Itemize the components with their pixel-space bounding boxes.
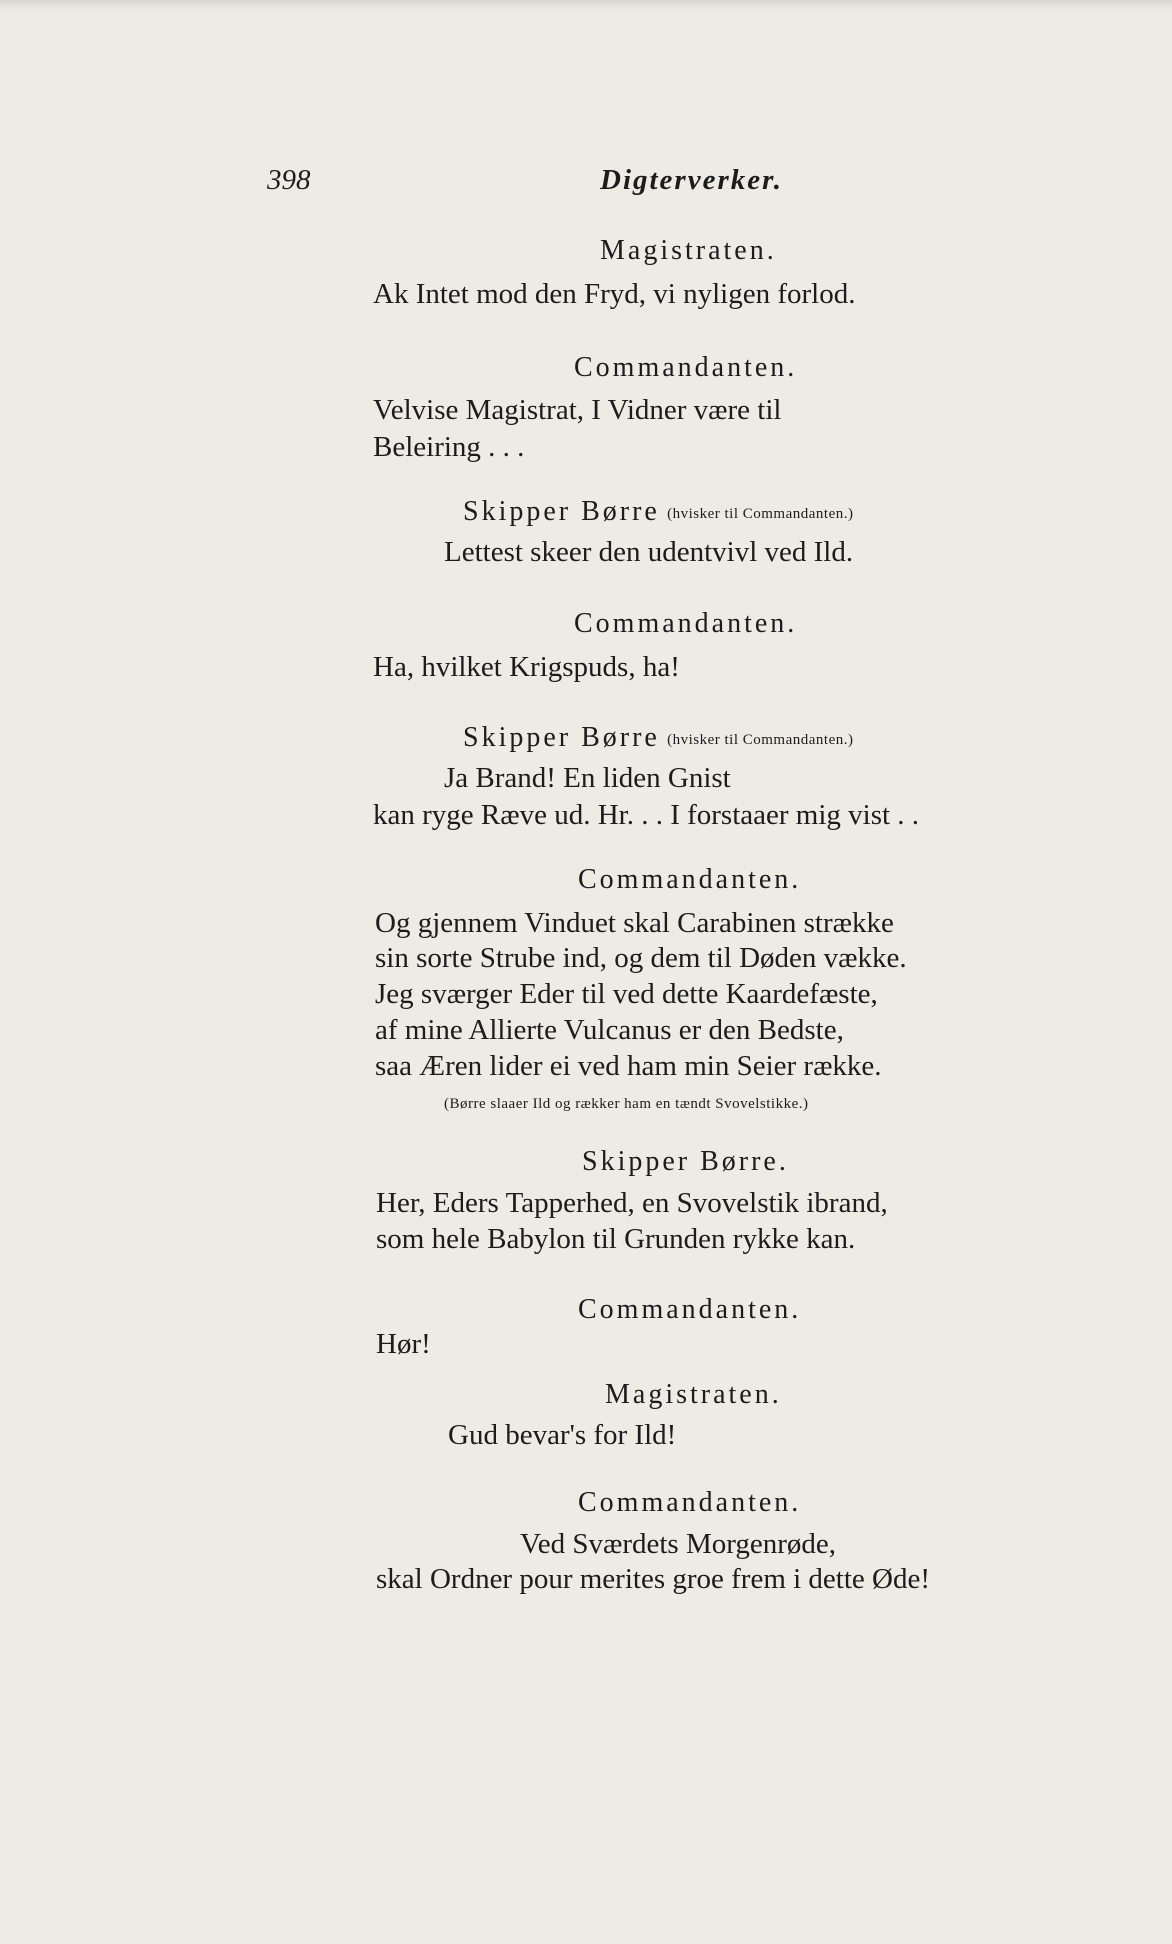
speaker-label: Skipper Børre. (582, 1146, 789, 1177)
verse-line: skal Ordner pour merites groe frem i dette Øde! (376, 1563, 931, 1595)
verse-line: sin sorte Strube ind, og dem til Døden vække. (375, 942, 907, 974)
speaker-label: Magistraten. (605, 1379, 782, 1410)
speaker-heading (463, 720, 854, 757)
verse-line: Og gjennem Vinduet skal Carabinen strække (375, 907, 894, 939)
speaker-label: Skipper Børre (463, 496, 660, 527)
verse-line: Velvise Magistrat, I Vidner være til (373, 394, 782, 426)
speaker-label: Commandanten. (574, 608, 798, 639)
speaker-label: Commandanten. (578, 1294, 802, 1325)
verse-line: som hele Babylon til Grunden rykke kan. (376, 1223, 856, 1255)
verse-line: Gud bevar's for Ild! (448, 1419, 677, 1451)
verse-line: Beleiring . . . (373, 431, 525, 463)
speaker-direction: (hvisker til Commandanten.) (667, 506, 854, 522)
verse-line: Ak Intet mod den Fryd, vi nyligen forlod. (373, 278, 856, 310)
speaker-label: Magistraten. (600, 235, 777, 266)
speaker-direction: (hvisker til Commandanten.) (667, 732, 854, 748)
verse-line: Her, Eders Tapperhed, en Svovelstik ibrand, (376, 1187, 888, 1219)
verse-line: Lettest skeer den udentvivl ved Ild. (444, 536, 854, 568)
verse-line: Ha, hvilket Krigspuds, ha! (373, 651, 680, 683)
speaker-label: Commandanten. (574, 352, 798, 383)
stage-direction: (Børre slaaer Ild og rækker ham en tændt Svovelstikke.) (444, 1096, 809, 1112)
verse-line: Ja Brand! En liden Gnist (444, 762, 731, 794)
speaker-label: Commandanten. (578, 1487, 802, 1518)
verse-line: saa Æren lider ei ved ham min Seier række. (375, 1050, 882, 1082)
running-title: Digterverker. (600, 164, 784, 196)
verse-line: af mine Allierte Vulcanus er den Bedste, (375, 1014, 844, 1046)
speaker-label: Skipper Børre (463, 722, 660, 753)
page-number: 398 (267, 164, 311, 196)
speaker-heading (463, 494, 854, 531)
verse-line: kan ryge Ræve ud. Hr. . . I forstaaer mig vist . . (373, 799, 920, 831)
speaker-label: Commandanten. (578, 864, 802, 895)
page-top-edge (0, 0, 1172, 10)
verse-line: Hør! (376, 1328, 431, 1360)
verse-line: Jeg sværger Eder til ved dette Kaardefæste, (375, 978, 878, 1010)
verse-line: Ved Sværdets Morgenrøde, (520, 1528, 837, 1560)
